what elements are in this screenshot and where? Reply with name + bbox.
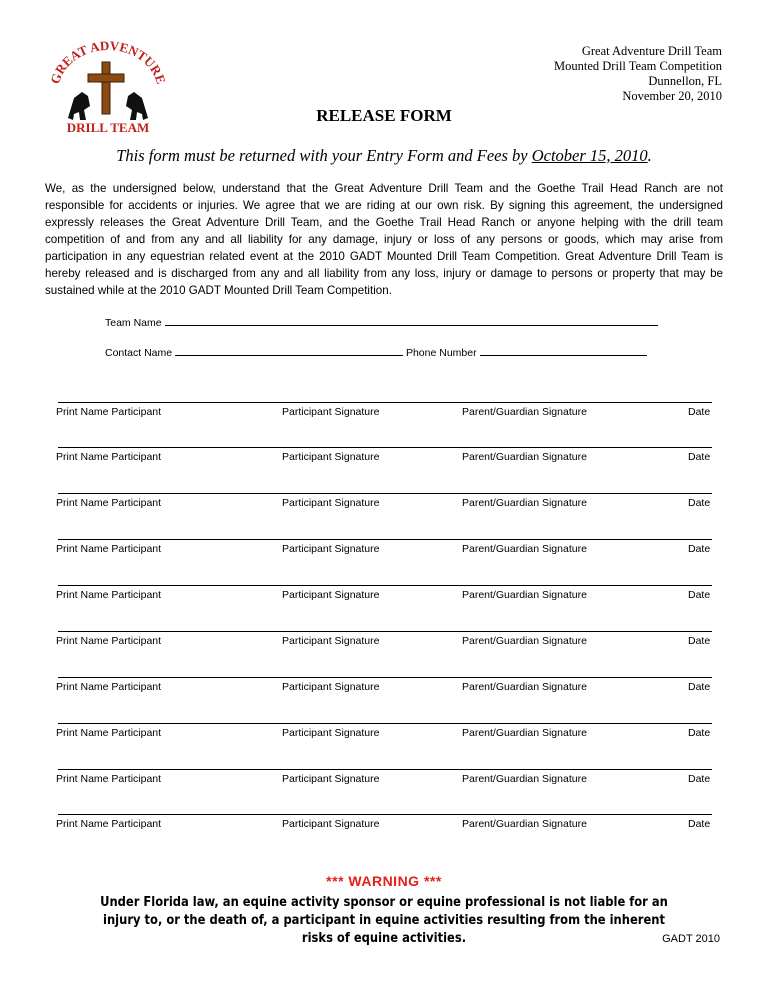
date-label: Date <box>688 497 711 509</box>
parent-signature-label: Parent/Guardian Signature <box>462 773 587 785</box>
parent-signature-label: Parent/Guardian Signature <box>462 681 587 693</box>
date-label: Date <box>688 589 711 601</box>
print-name-label: Print Name Participant <box>56 635 162 647</box>
participant-signature-label: Participant Signature <box>282 681 380 693</box>
deadline-suffix: . <box>647 146 652 165</box>
date-label: Date <box>688 773 711 785</box>
participant-signature-label: Participant Signature <box>282 727 380 739</box>
parent-signature-label: Parent/Guardian Signature <box>462 406 587 418</box>
signature-line[interactable] <box>58 493 712 494</box>
signature-line[interactable] <box>58 723 712 724</box>
signature-line[interactable] <box>58 814 712 815</box>
signature-line[interactable] <box>58 677 712 678</box>
print-name-label: Print Name Participant <box>56 589 162 601</box>
team-name-input[interactable] <box>165 314 658 326</box>
release-paragraph: We, as the undersigned below, understand that the Great Adventure Drill Team and the Goethe Trail Head Ranch are not responsible for accidents or injuries. We agree that we are riding at our own risk. By signing this agreement, the undersigned expressly releases the Great Adventure Drill Team, and the Goethe Trail Head Ranch or anyone helping with the drill team competition of and from any and all liability for any damage, injury or loss of any persons or goods, which may arise from participation in any equestrian related event at the 2010 GADT Mounted Drill Team Competition. Great Adventure Drill Team is hereby released and is discharged from any and all liability from any loss, injury or damage to persons or property that may be sustained while at the 2010 GADT Mounted Drill Team Competition. <box>45 182 723 297</box>
parent-signature-label: Parent/Guardian Signature <box>462 727 587 739</box>
participant-signature-label: Participant Signature <box>282 635 380 647</box>
logo-top-text: GREAT ADVENTURE <box>47 40 169 86</box>
warning-text: Under Florida law, an equine activity sponsor or equine professional is not liable for an injury to, or the death of, a participant in equine activities resulting from the inherent risks of equine activities. <box>100 895 668 946</box>
signature-line[interactable] <box>58 631 712 632</box>
signature-line[interactable] <box>58 447 712 448</box>
print-name-label: Print Name Participant <box>56 681 162 693</box>
logo-bottom-text: DRILL TEAM <box>66 120 150 135</box>
print-name-label: Print Name Participant <box>56 773 162 785</box>
participant-signature-label: Participant Signature <box>282 497 380 509</box>
org-line: Mounted Drill Team Competition <box>554 59 722 73</box>
date-label: Date <box>688 681 711 693</box>
date-label: Date <box>688 818 711 830</box>
phone-number-input[interactable] <box>480 344 647 356</box>
team-name-field <box>105 314 658 329</box>
parent-signature-label: Parent/Guardian Signature <box>462 543 587 555</box>
contact-name-label: Contact Name <box>105 347 173 359</box>
participant-signature-label: Participant Signature <box>282 543 380 555</box>
contact-row <box>105 344 647 359</box>
parent-signature-label: Parent/Guardian Signature <box>462 818 587 830</box>
participant-signature-label: Participant Signature <box>282 818 380 830</box>
signature-line[interactable] <box>58 402 712 403</box>
participant-signature-label: Participant Signature <box>282 451 380 463</box>
signature-line[interactable] <box>58 585 712 586</box>
parent-signature-label: Parent/Guardian Signature <box>462 451 587 463</box>
date-label: Date <box>688 451 711 463</box>
org-line: November 20, 2010 <box>622 89 722 103</box>
team-name-label: Team Name <box>105 317 162 329</box>
organization-header <box>554 44 722 104</box>
date-label: Date <box>688 406 711 418</box>
signature-line[interactable] <box>58 769 712 770</box>
org-line: Great Adventure Drill Team <box>581 44 722 58</box>
participant-signature-label: Participant Signature <box>282 589 380 601</box>
date-label: Date <box>688 543 711 555</box>
deadline-date: October 15, 2010 <box>531 146 648 165</box>
participant-signature-label: Participant Signature <box>282 406 380 418</box>
print-name-label: Print Name Participant <box>56 451 162 463</box>
print-name-label: Print Name Participant <box>56 727 162 739</box>
org-line: Dunnellon, FL <box>648 74 722 88</box>
participant-signature-label: Participant Signature <box>282 773 380 785</box>
deadline-notice <box>0 146 768 166</box>
parent-signature-label: Parent/Guardian Signature <box>462 497 587 509</box>
contact-name-input[interactable] <box>175 344 403 356</box>
print-name-label: Print Name Participant <box>56 497 162 509</box>
parent-signature-label: Parent/Guardian Signature <box>462 635 587 647</box>
deadline-prefix: This form must be returned with your Entry Form and Fees by <box>116 146 532 165</box>
date-label: Date <box>688 727 711 739</box>
signature-line[interactable] <box>58 539 712 540</box>
footer-code: GADT 2010 <box>662 933 720 945</box>
print-name-label: Print Name Participant <box>56 406 162 418</box>
page-title: RELEASE FORM <box>316 106 452 125</box>
print-name-label: Print Name Participant <box>56 818 162 830</box>
warning-title: *** WARNING *** <box>326 873 442 889</box>
phone-label: Phone Number <box>405 347 477 359</box>
parent-signature-label: Parent/Guardian Signature <box>462 589 587 601</box>
print-name-label: Print Name Participant <box>56 543 162 555</box>
date-label: Date <box>688 635 711 647</box>
